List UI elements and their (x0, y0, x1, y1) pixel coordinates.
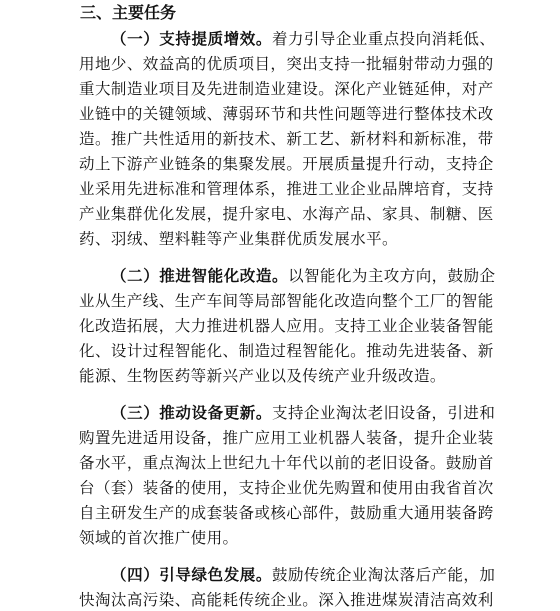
paragraph-3-line: 购置先进适用设备，推广应用工业机器人装备，提升企业装 (79, 429, 494, 447)
paragraph-2-first-line (111, 265, 495, 287)
section-title: 三、主要任务 (80, 3, 177, 22)
paragraph-3-line: 领域的首次推广使用。 (79, 529, 239, 547)
paragraph-3-line: 自主研发生产的成套装备或核心部件，鼓励重大通用装备跨 (79, 504, 494, 522)
paragraph-1-line: 造。推广共性适用的新技术、新工艺、新材料和新标准，带 (79, 130, 494, 148)
paragraph-4-heading: （四）引导绿色发展。 (111, 566, 273, 584)
paragraph-3-line: 台（套）装备的使用，支持企业优先购置和使用由我省首次 (79, 479, 494, 497)
paragraph-4-first-line (111, 564, 495, 586)
paragraph-2-line: 化、设计过程智能化、制造过程智能化。推动先进装备、新 (79, 342, 494, 360)
paragraph-1-line: 动上下游产业链条的集聚发展。开展质量提升行动，支持企 (79, 155, 494, 173)
paragraph-1-line: 业采用先进标准和管理体系，推进工业企业品牌培育，支持 (79, 180, 494, 198)
paragraph-1-line: 药、羽绒、塑料鞋等产业集群优质发展水平。 (79, 230, 399, 248)
paragraph-3-heading: （三）推动设备更新。 (111, 404, 273, 422)
paragraph-1-line: 业链中的关键领域、薄弱环节和共性问题等进行整体技术改 (79, 105, 494, 123)
paragraph-1-line: 用地少、效益高的优质项目，突出支持一批辐射带动力强的 (79, 55, 494, 73)
paragraph-3-text: 支持企业淘汰老旧设备，引进和 (272, 404, 496, 422)
paragraph-4-line: 快淘汰高污染、高能耗传统企业。深入推进煤炭清洁高效利 (79, 591, 494, 609)
paragraph-1-text: 着力引导企业重点投向消耗低、 (272, 30, 496, 48)
paragraph-3-first-line (111, 402, 495, 424)
paragraph-2-heading: （二）推进智能化改造。 (111, 267, 289, 285)
paragraph-4-text: 鼓励传统企业淘汰落后产能，加 (272, 566, 496, 584)
paragraph-1-line: 重大制造业项目及先进制造业建设。深化产业链延伸，对产 (79, 80, 494, 98)
paragraph-1-first-line (111, 28, 495, 50)
paragraph-2-text: 以智能化为主攻方向，鼓励企 (288, 267, 496, 285)
paragraph-2-line: 化改造拓展，大力推进机器人应用。支持工业企业装备智能 (79, 317, 494, 335)
paragraph-2-line: 业从生产线、生产车间等局部智能化改造向整个工厂的智能 (79, 292, 494, 310)
paragraph-1-line: 产业集群优化发展，提升家电、水海产品、家具、制糖、医 (79, 205, 494, 223)
paragraph-1-heading: （一）支持提质增效。 (111, 30, 273, 48)
paragraph-2-line: 能源、生物医药等新兴产业以及传统产业升级改造。 (79, 367, 446, 385)
paragraph-3-line: 备水平，重点淘汰上世纪九十年代以前的老旧设备。鼓励首 (79, 454, 494, 472)
